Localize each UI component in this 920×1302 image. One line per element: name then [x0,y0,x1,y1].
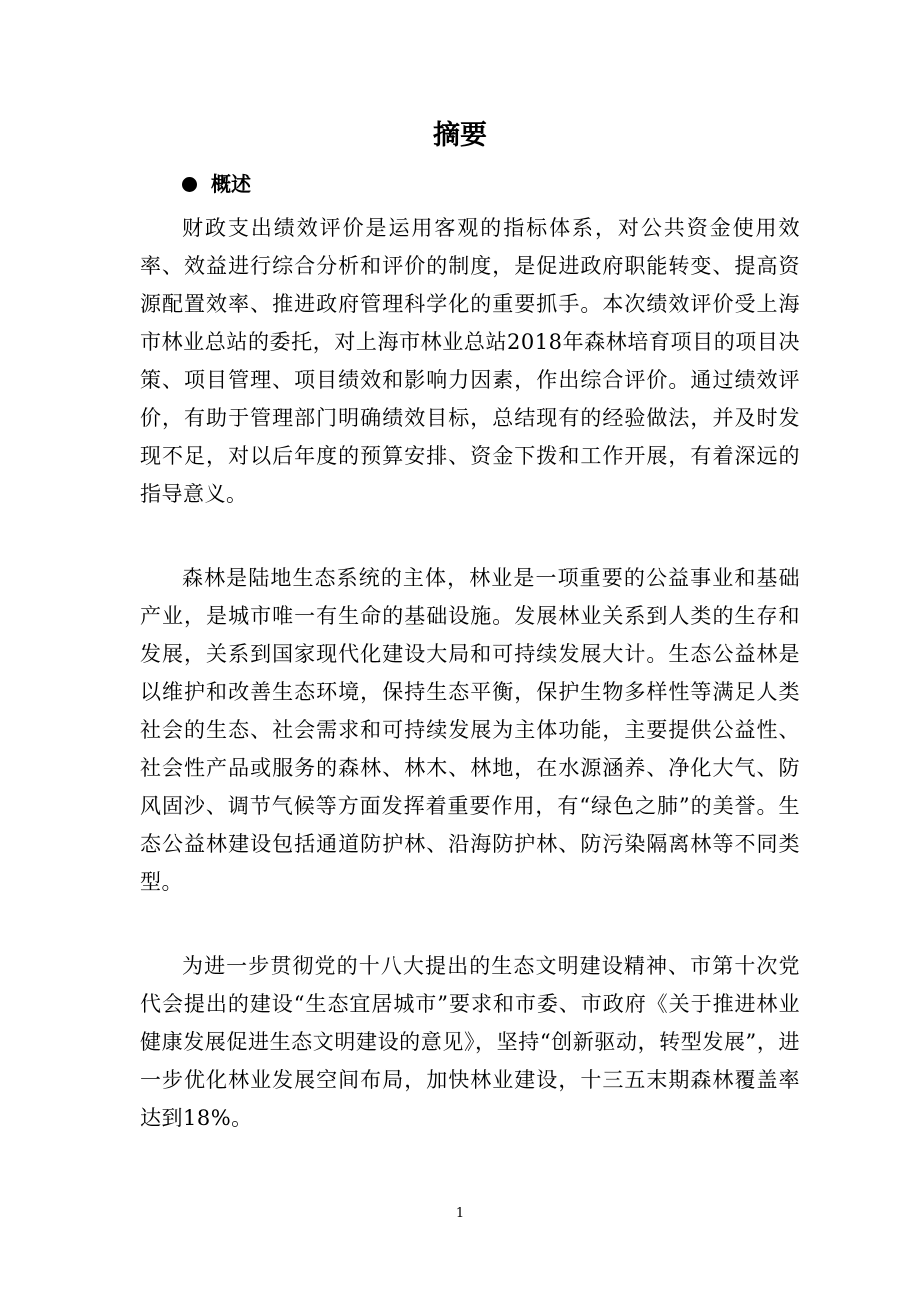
bullet-icon [182,177,197,192]
paragraph-overview-1: 财政支出绩效评价是运用客观的指标体系，对公共资金使用效率、效益进行综合分析和评价的制度，是促进政府职能转变、提高资源配置效率、推进政府管理科学化的重要抓手。本次绩效评价受上海市林业总站的委托，对上海市林业总站2018年森林培育项目的项目决策、项目管理、项目绩效和影响力因素，作出综合评价。通过绩效评价，有助于管理部门明确绩效目标，总结现有的经验做法，并及时发现不足，对以后年度的预算安排、资金下拨和工作开展，有着深远的指导意义。 [140,216,800,506]
page-title: 摘要 [433,120,487,151]
paragraph-overview-2: 森林是陆地生态系统的主体，林业是一项重要的公益事业和基础产业，是城市唯一有生命的基础设施。发展林业关系到人类的生存和发展，关系到国家现代化建设大局和可持续发展大计。生态公益林是以维护和改善生态环境，保持生态平衡，保护生物多样性等满足人类社会的生态、社会需求和可持续发展为主体功能，主要提供公益性、社会性产品或服务的森林、林木、林地，在水源涵养、净化大气、防风固沙、调节气候等方面发挥着重要作用，有“绿色之肺”的美誉。生态公益林建设包括通道防护林、沿海防护林、防污染隔离林等不同类型。 [140,566,800,894]
section-heading [182,170,251,198]
section-heading-label: 概述 [211,172,251,196]
page-number: 1 [455,1206,465,1221]
paragraph-overview-3: 为进一步贯彻党的十八大提出的生态文明建设精神、市第十次党代会提出的建设“生态宜居城市”要求和市委、市政府《关于推进林业健康发展促进生态文明建设的意见》，坚持“创新驱动，转型发展”，进一步优化林业发展空间布局，加快林业建设，十三五末期森林覆盖率达到18%。 [140,954,800,1130]
